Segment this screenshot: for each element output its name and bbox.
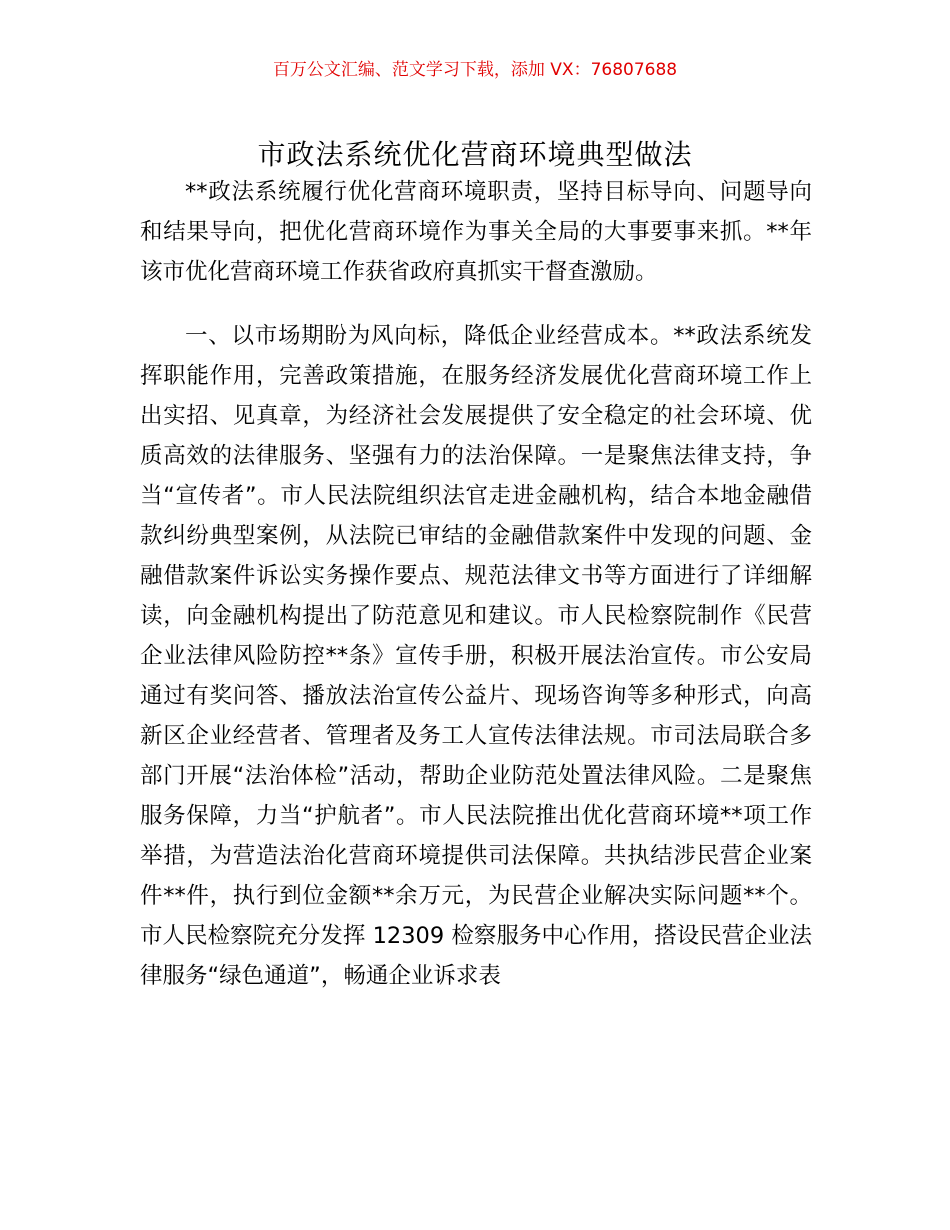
document-body: [140, 172, 812, 996]
paragraph-intro: **政法系统履行优化营商环境职责，坚持目标导向、问题导向和结果导向，把优化营商环境作为事关全局的大事要事来抓。**年该市优化营商环境工作获省政府真抓实干督查激励。: [140, 179, 812, 285]
document-title: 市政法系统优化营商环境典型做法: [257, 137, 693, 171]
header-banner: 百万公文汇编、范文学习下载，添加 VX：76807688: [272, 60, 678, 80]
paragraph-section-one: 一、以市场期盼为风向标，降低企业经营成本。**政法系统发挥职能作用，完善政策措施，在服务经济发展优化营商环境工作上出实招、见真章，为经济社会发展提供了安全稳定的社会环境、优质高效的法律服务、坚强有力的法治保障。一是聚焦法律支持，争当“宣传者”。市人民法院组织法官走进金融机构，结合本地金融借款纠纷典型案例，从法院已审结的金融借款案件中发现的问题、金融借款案件诉讼实务操作要点、规范法律文书等方面进行了详细解读，向金融机构提出了防范意见和建议。市人民检察院制作《民营企业法律风险防控**条》宣传手册，积极开展法治宣传。市公安局通过有奖问答、播放法治宣传公益片、现场咨询等多种形式，向高新区企业经营者、管理者及务工人宣传法律法规。市司法局联合多部门开展“法治体检”活动，帮助企业防范处置法律风险。二是聚焦服务保障，力当“护航者”。市人民法院推出优化营商环境**项工作举措，为营造法治化营商环境提供司法保障。共执结涉民营企业案件**件，执行到位金额**余万元，为民营企业解决实际问题**个。市人民检察院充分发挥 12309 检察服务中心作用，搭设民营企业法律服务“绿色通道”，畅通企业诉求表: [140, 323, 812, 989]
